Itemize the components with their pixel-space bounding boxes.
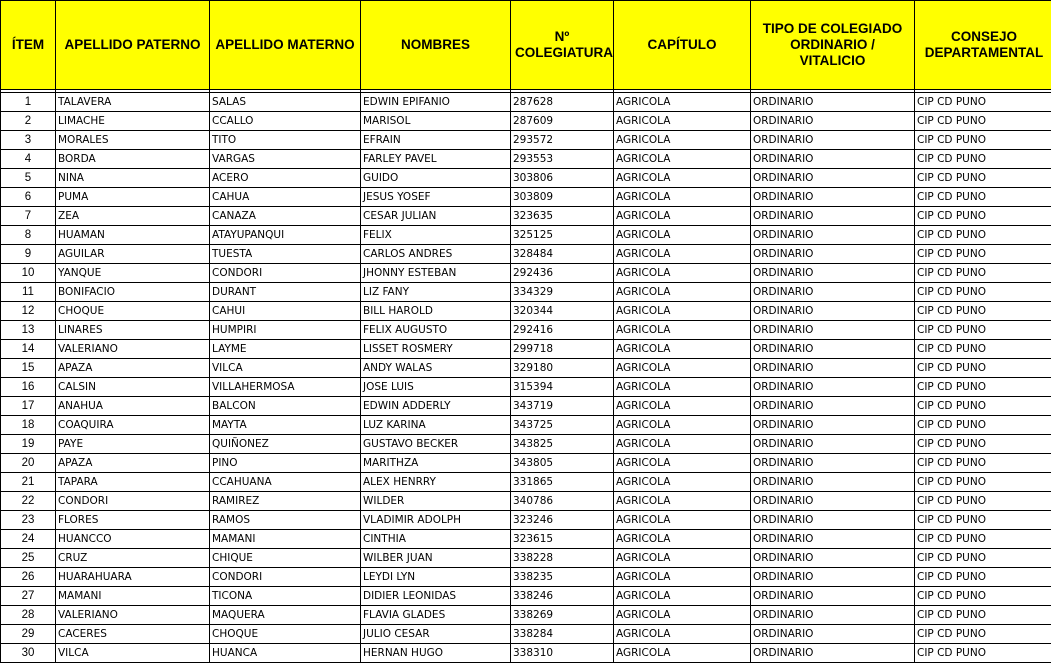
cell-apellido-paterno[interactable]: CHOQUE xyxy=(56,302,210,321)
cell-tipo-colegiado[interactable]: ORDINARIO xyxy=(751,435,915,454)
cell-capitulo[interactable]: AGRICOLA xyxy=(614,169,751,188)
header-apellido-materno[interactable]: APELLIDO MATERNO xyxy=(210,1,361,90)
cell-tipo-colegiado[interactable]: ORDINARIO xyxy=(751,378,915,397)
cell-capitulo[interactable]: AGRICOLA xyxy=(614,302,751,321)
cell-apellido-materno[interactable]: CCAHUANA xyxy=(210,473,361,492)
cell-tipo-colegiado[interactable]: ORDINARIO xyxy=(751,112,915,131)
cell-consejo-departamental[interactable]: CIP CD PUNO xyxy=(915,93,1051,112)
cell-colegiatura[interactable]: 338284 xyxy=(511,625,614,644)
cell-apellido-paterno[interactable]: ANAHUA xyxy=(56,397,210,416)
cell-apellido-paterno[interactable]: VILCA xyxy=(56,644,210,663)
cell-apellido-materno[interactable]: RAMOS xyxy=(210,511,361,530)
cell-tipo-colegiado[interactable]: ORDINARIO xyxy=(751,416,915,435)
cell-nombres[interactable]: DIDIER LEONIDAS xyxy=(361,587,511,606)
cell-nombres[interactable]: CINTHIA xyxy=(361,530,511,549)
cell-capitulo[interactable]: AGRICOLA xyxy=(614,93,751,112)
cell-tipo-colegiado[interactable]: ORDINARIO xyxy=(751,245,915,264)
cell-nombres[interactable]: JESUS YOSEF xyxy=(361,188,511,207)
cell-item[interactable]: 24 xyxy=(1,530,56,549)
cell-consejo-departamental[interactable]: CIP CD PUNO xyxy=(915,397,1051,416)
cell-apellido-materno[interactable]: ACERO xyxy=(210,169,361,188)
cell-colegiatura[interactable]: 343725 xyxy=(511,416,614,435)
cell-apellido-paterno[interactable]: CRUZ xyxy=(56,549,210,568)
cell-colegiatura[interactable]: 292416 xyxy=(511,321,614,340)
cell-apellido-paterno[interactable]: LIMACHE xyxy=(56,112,210,131)
table-row xyxy=(1,454,1051,473)
cell-capitulo[interactable]: AGRICOLA xyxy=(614,625,751,644)
cell-colegiatura[interactable]: 323635 xyxy=(511,207,614,226)
cell-nombres[interactable]: JULIO CESAR xyxy=(361,625,511,644)
cell-consejo-departamental[interactable]: CIP CD PUNO xyxy=(915,207,1051,226)
cell-apellido-paterno[interactable]: YANQUE xyxy=(56,264,210,283)
cell-item[interactable]: 10 xyxy=(1,264,56,283)
cell-nombres[interactable]: FARLEY PAVEL xyxy=(361,150,511,169)
cell-nombres[interactable]: LEYDI LYN xyxy=(361,568,511,587)
cell-consejo-departamental[interactable]: CIP CD PUNO xyxy=(915,264,1051,283)
cell-nombres[interactable]: ALEX HENRRY xyxy=(361,473,511,492)
cell-apellido-paterno[interactable]: NINA xyxy=(56,169,210,188)
cell-apellido-materno[interactable]: SALAS xyxy=(210,93,361,112)
cell-apellido-paterno[interactable]: FLORES xyxy=(56,511,210,530)
cell-item[interactable]: 23 xyxy=(1,511,56,530)
table-row xyxy=(1,226,1051,245)
cell-colegiatura[interactable]: 329180 xyxy=(511,359,614,378)
cell-tipo-colegiado[interactable]: ORDINARIO xyxy=(751,131,915,150)
cell-tipo-colegiado[interactable]: ORDINARIO xyxy=(751,226,915,245)
cell-consejo-departamental[interactable]: CIP CD PUNO xyxy=(915,435,1051,454)
cell-capitulo[interactable]: AGRICOLA xyxy=(614,397,751,416)
cell-consejo-departamental[interactable]: CIP CD PUNO xyxy=(915,150,1051,169)
cell-nombres[interactable]: HERNAN HUGO xyxy=(361,644,511,663)
cell-capitulo[interactable]: AGRICOLA xyxy=(614,131,751,150)
cell-apellido-materno[interactable]: LAYME xyxy=(210,340,361,359)
cell-capitulo[interactable]: AGRICOLA xyxy=(614,359,751,378)
cell-item[interactable]: 26 xyxy=(1,568,56,587)
cell-apellido-materno[interactable]: VARGAS xyxy=(210,150,361,169)
cell-apellido-paterno[interactable]: TALAVERA xyxy=(56,93,210,112)
cell-nombres[interactable]: BILL HAROLD xyxy=(361,302,511,321)
cell-consejo-departamental[interactable]: CIP CD PUNO xyxy=(915,644,1051,663)
cell-nombres[interactable]: VLADIMIR ADOLPH xyxy=(361,511,511,530)
cell-item[interactable]: 1 xyxy=(1,93,56,112)
cell-tipo-colegiado[interactable]: ORDINARIO xyxy=(751,283,915,302)
cell-colegiatura[interactable]: 334329 xyxy=(511,283,614,302)
cell-colegiatura[interactable]: 338269 xyxy=(511,606,614,625)
cell-colegiatura[interactable]: 343825 xyxy=(511,435,614,454)
cell-apellido-paterno[interactable]: MAMANI xyxy=(56,587,210,606)
cell-nombres[interactable]: EDWIN ADDERLY xyxy=(361,397,511,416)
cell-colegiatura[interactable]: 293572 xyxy=(511,131,614,150)
cell-colegiatura[interactable]: 323615 xyxy=(511,530,614,549)
cell-capitulo[interactable]: AGRICOLA xyxy=(614,492,751,511)
table-row xyxy=(1,378,1051,397)
cell-capitulo[interactable]: AGRICOLA xyxy=(614,378,751,397)
cell-nombres[interactable]: FELIX AUGUSTO xyxy=(361,321,511,340)
cell-apellido-materno[interactable]: QUIÑONEZ xyxy=(210,435,361,454)
header-consejo-departamental[interactable]: CONSEJO DEPARTAMENTAL xyxy=(915,1,1051,90)
header-capitulo[interactable]: CAPÍTULO xyxy=(614,1,751,90)
cell-capitulo[interactable]: AGRICOLA xyxy=(614,226,751,245)
cell-item[interactable]: 25 xyxy=(1,549,56,568)
cell-consejo-departamental[interactable]: CIP CD PUNO xyxy=(915,226,1051,245)
table-row xyxy=(1,568,1051,587)
cell-tipo-colegiado[interactable]: ORDINARIO xyxy=(751,302,915,321)
cell-capitulo[interactable]: AGRICOLA xyxy=(614,207,751,226)
cell-capitulo[interactable]: AGRICOLA xyxy=(614,112,751,131)
cell-nombres[interactable]: CARLOS ANDRES xyxy=(361,245,511,264)
cell-nombres[interactable]: LIZ FANY xyxy=(361,283,511,302)
cell-colegiatura[interactable]: 303806 xyxy=(511,169,614,188)
table-row xyxy=(1,207,1051,226)
cell-tipo-colegiado[interactable]: ORDINARIO xyxy=(751,397,915,416)
cell-consejo-departamental[interactable]: CIP CD PUNO xyxy=(915,492,1051,511)
cell-colegiatura[interactable]: 343805 xyxy=(511,454,614,473)
cell-apellido-paterno[interactable]: HUARAHUARA xyxy=(56,568,210,587)
table-row xyxy=(1,397,1051,416)
table-row xyxy=(1,644,1051,663)
table-row xyxy=(1,473,1051,492)
cell-colegiatura[interactable]: 287609 xyxy=(511,112,614,131)
cell-item[interactable]: 6 xyxy=(1,188,56,207)
cell-colegiatura[interactable]: 287628 xyxy=(511,93,614,112)
cell-apellido-paterno[interactable]: PUMA xyxy=(56,188,210,207)
cell-apellido-paterno[interactable]: BORDA xyxy=(56,150,210,169)
cell-item[interactable]: 28 xyxy=(1,606,56,625)
header-apellido-paterno[interactable]: APELLIDO PATERNO xyxy=(56,1,210,90)
table-row xyxy=(1,283,1051,302)
table-row xyxy=(1,131,1051,150)
cell-consejo-departamental[interactable]: CIP CD PUNO xyxy=(915,131,1051,150)
cell-apellido-materno[interactable]: TITO xyxy=(210,131,361,150)
cell-consejo-departamental[interactable]: CIP CD PUNO xyxy=(915,606,1051,625)
cell-tipo-colegiado[interactable]: ORDINARIO xyxy=(751,549,915,568)
cell-item[interactable]: 5 xyxy=(1,169,56,188)
cell-nombres[interactable]: LISSET ROSMERY xyxy=(361,340,511,359)
cell-apellido-materno[interactable]: VILLAHERMOSA xyxy=(210,378,361,397)
cell-capitulo[interactable]: AGRICOLA xyxy=(614,549,751,568)
cell-tipo-colegiado[interactable]: ORDINARIO xyxy=(751,188,915,207)
cell-item[interactable]: 30 xyxy=(1,644,56,663)
cell-tipo-colegiado[interactable]: ORDINARIO xyxy=(751,644,915,663)
cell-apellido-materno[interactable]: DURANT xyxy=(210,283,361,302)
cell-consejo-departamental[interactable]: CIP CD PUNO xyxy=(915,112,1051,131)
cell-apellido-materno[interactable]: CONDORI xyxy=(210,264,361,283)
cell-consejo-departamental[interactable]: CIP CD PUNO xyxy=(915,283,1051,302)
cell-consejo-departamental[interactable]: CIP CD PUNO xyxy=(915,454,1051,473)
cell-item[interactable]: 13 xyxy=(1,321,56,340)
cell-tipo-colegiado[interactable]: ORDINARIO xyxy=(751,530,915,549)
table-row xyxy=(1,321,1051,340)
cell-capitulo[interactable]: AGRICOLA xyxy=(614,454,751,473)
cell-item[interactable]: 18 xyxy=(1,416,56,435)
cell-tipo-colegiado[interactable]: ORDINARIO xyxy=(751,511,915,530)
cell-item[interactable]: 15 xyxy=(1,359,56,378)
header-tipo-colegiado[interactable]: TIPO DE COLEGIADO ORDINARIO / VITALICIO xyxy=(751,1,915,90)
table-row xyxy=(1,169,1051,188)
cell-colegiatura[interactable]: 303809 xyxy=(511,188,614,207)
cell-tipo-colegiado[interactable]: ORDINARIO xyxy=(751,340,915,359)
cell-colegiatura[interactable]: 331865 xyxy=(511,473,614,492)
cell-apellido-materno[interactable]: RAMIREZ xyxy=(210,492,361,511)
cell-tipo-colegiado[interactable]: ORDINARIO xyxy=(751,454,915,473)
cell-apellido-paterno[interactable]: CONDORI xyxy=(56,492,210,511)
cell-capitulo[interactable]: AGRICOLA xyxy=(614,568,751,587)
table-row xyxy=(1,302,1051,321)
cell-consejo-departamental[interactable]: CIP CD PUNO xyxy=(915,302,1051,321)
cell-apellido-materno[interactable]: CCALLO xyxy=(210,112,361,131)
cell-nombres[interactable]: MARITHZA xyxy=(361,454,511,473)
table-row xyxy=(1,625,1051,644)
cell-apellido-materno[interactable]: MAQUERA xyxy=(210,606,361,625)
cell-tipo-colegiado[interactable]: ORDINARIO xyxy=(751,359,915,378)
cell-consejo-departamental[interactable]: CIP CD PUNO xyxy=(915,378,1051,397)
cell-colegiatura[interactable]: 292436 xyxy=(511,264,614,283)
cell-apellido-materno[interactable]: ATAYUPANQUI xyxy=(210,226,361,245)
cell-colegiatura[interactable]: 338235 xyxy=(511,568,614,587)
cell-item[interactable]: 20 xyxy=(1,454,56,473)
table-row xyxy=(1,359,1051,378)
table-row xyxy=(1,416,1051,435)
header-item[interactable]: ÍTEM xyxy=(1,1,56,90)
cell-item[interactable]: 14 xyxy=(1,340,56,359)
cell-nombres[interactable]: WILBER JUAN xyxy=(361,549,511,568)
cell-colegiatura[interactable]: 340786 xyxy=(511,492,614,511)
table-row xyxy=(1,93,1051,112)
cell-apellido-materno[interactable]: VILCA xyxy=(210,359,361,378)
cell-consejo-departamental[interactable]: CIP CD PUNO xyxy=(915,359,1051,378)
cell-apellido-paterno[interactable]: LINARES xyxy=(56,321,210,340)
cell-consejo-departamental[interactable]: CIP CD PUNO xyxy=(915,587,1051,606)
cell-apellido-materno[interactable]: MAMANI xyxy=(210,530,361,549)
cell-capitulo[interactable]: AGRICOLA xyxy=(614,245,751,264)
cell-apellido-materno[interactable]: CAHUA xyxy=(210,188,361,207)
cell-nombres[interactable]: WILDER xyxy=(361,492,511,511)
cell-apellido-materno[interactable]: TICONA xyxy=(210,587,361,606)
cell-nombres[interactable]: FLAVIA GLADES xyxy=(361,606,511,625)
cell-nombres[interactable]: FELIX xyxy=(361,226,511,245)
cell-apellido-paterno[interactable]: CALSIN xyxy=(56,378,210,397)
table-row xyxy=(1,112,1051,131)
cell-capitulo[interactable]: AGRICOLA xyxy=(614,511,751,530)
cell-apellido-paterno[interactable]: HUAMAN xyxy=(56,226,210,245)
cell-apellido-paterno[interactable]: AGUILAR xyxy=(56,245,210,264)
cell-apellido-paterno[interactable]: BONIFACIO xyxy=(56,283,210,302)
cell-tipo-colegiado[interactable]: ORDINARIO xyxy=(751,625,915,644)
cell-nombres[interactable]: JHONNY ESTEBAN xyxy=(361,264,511,283)
cell-item[interactable]: 8 xyxy=(1,226,56,245)
cell-tipo-colegiado[interactable]: ORDINARIO xyxy=(751,207,915,226)
cell-consejo-departamental[interactable]: CIP CD PUNO xyxy=(915,188,1051,207)
cell-consejo-departamental[interactable]: CIP CD PUNO xyxy=(915,473,1051,492)
cell-apellido-materno[interactable]: CHOQUE xyxy=(210,625,361,644)
cell-nombres[interactable]: EFRAIN xyxy=(361,131,511,150)
cell-capitulo[interactable]: AGRICOLA xyxy=(614,473,751,492)
cell-apellido-paterno[interactable]: APAZA xyxy=(56,454,210,473)
cell-capitulo[interactable]: AGRICOLA xyxy=(614,321,751,340)
cell-tipo-colegiado[interactable]: ORDINARIO xyxy=(751,150,915,169)
cell-consejo-departamental[interactable]: CIP CD PUNO xyxy=(915,321,1051,340)
cell-colegiatura[interactable]: 315394 xyxy=(511,378,614,397)
cell-capitulo[interactable]: AGRICOLA xyxy=(614,150,751,169)
table-row xyxy=(1,511,1051,530)
cell-capitulo[interactable]: AGRICOLA xyxy=(614,606,751,625)
cell-tipo-colegiado[interactable]: ORDINARIO xyxy=(751,169,915,188)
cell-nombres[interactable]: GUIDO xyxy=(361,169,511,188)
cell-nombres[interactable]: CESAR JULIAN xyxy=(361,207,511,226)
cell-apellido-paterno[interactable]: HUANCCO xyxy=(56,530,210,549)
cell-nombres[interactable]: GUSTAVO BECKER xyxy=(361,435,511,454)
table-row xyxy=(1,188,1051,207)
cell-colegiatura[interactable]: 338246 xyxy=(511,587,614,606)
cell-colegiatura[interactable]: 328484 xyxy=(511,245,614,264)
cell-apellido-materno[interactable]: HUANCA xyxy=(210,644,361,663)
cell-capitulo[interactable]: AGRICOLA xyxy=(614,644,751,663)
cell-consejo-departamental[interactable]: CIP CD PUNO xyxy=(915,549,1051,568)
cell-tipo-colegiado[interactable]: ORDINARIO xyxy=(751,321,915,340)
cell-apellido-materno[interactable]: TUESTA xyxy=(210,245,361,264)
cell-item[interactable]: 9 xyxy=(1,245,56,264)
cell-capitulo[interactable]: AGRICOLA xyxy=(614,188,751,207)
header-nombres[interactable]: NOMBRES xyxy=(361,1,511,90)
cell-consejo-departamental[interactable]: CIP CD PUNO xyxy=(915,245,1051,264)
cell-item[interactable]: 2 xyxy=(1,112,56,131)
cell-colegiatura[interactable]: 323246 xyxy=(511,511,614,530)
cell-apellido-paterno[interactable]: MORALES xyxy=(56,131,210,150)
table-header xyxy=(1,1,1051,90)
cell-tipo-colegiado[interactable]: ORDINARIO xyxy=(751,587,915,606)
cell-nombres[interactable]: MARISOL xyxy=(361,112,511,131)
cell-tipo-colegiado[interactable]: ORDINARIO xyxy=(751,606,915,625)
cell-apellido-materno[interactable]: CHIQUE xyxy=(210,549,361,568)
table-row xyxy=(1,340,1051,359)
table-row xyxy=(1,530,1051,549)
cell-capitulo[interactable]: AGRICOLA xyxy=(614,587,751,606)
cell-apellido-materno[interactable]: CAHUI xyxy=(210,302,361,321)
cell-consejo-departamental[interactable]: CIP CD PUNO xyxy=(915,568,1051,587)
cell-item[interactable]: 4 xyxy=(1,150,56,169)
cell-nombres[interactable]: ANDY WALAS xyxy=(361,359,511,378)
cell-colegiatura[interactable]: 325125 xyxy=(511,226,614,245)
cell-consejo-departamental[interactable]: CIP CD PUNO xyxy=(915,169,1051,188)
cell-tipo-colegiado[interactable]: ORDINARIO xyxy=(751,568,915,587)
cell-colegiatura[interactable]: 320344 xyxy=(511,302,614,321)
table-row xyxy=(1,492,1051,511)
table-row xyxy=(1,150,1051,169)
cell-nombres[interactable]: LUZ KARINA xyxy=(361,416,511,435)
cell-tipo-colegiado[interactable]: ORDINARIO xyxy=(751,93,915,112)
cell-apellido-paterno[interactable]: ZEA xyxy=(56,207,210,226)
cell-capitulo[interactable]: AGRICOLA xyxy=(614,435,751,454)
cell-apellido-materno[interactable]: CONDORI xyxy=(210,568,361,587)
cell-colegiatura[interactable]: 343719 xyxy=(511,397,614,416)
cell-item[interactable]: 29 xyxy=(1,625,56,644)
table-row xyxy=(1,264,1051,283)
cell-item[interactable]: 17 xyxy=(1,397,56,416)
cell-tipo-colegiado[interactable]: ORDINARIO xyxy=(751,264,915,283)
cell-apellido-materno[interactable]: BALCON xyxy=(210,397,361,416)
cell-colegiatura[interactable]: 338310 xyxy=(511,644,614,663)
cell-consejo-departamental[interactable]: CIP CD PUNO xyxy=(915,625,1051,644)
cell-nombres[interactable]: EDWIN EPIFANIO xyxy=(361,93,511,112)
table-row xyxy=(1,606,1051,625)
cell-apellido-paterno[interactable]: VALERIANO xyxy=(56,340,210,359)
cell-capitulo[interactable]: AGRICOLA xyxy=(614,283,751,302)
cell-item[interactable]: 21 xyxy=(1,473,56,492)
cell-capitulo[interactable]: AGRICOLA xyxy=(614,530,751,549)
cell-consejo-departamental[interactable]: CIP CD PUNO xyxy=(915,416,1051,435)
cell-colegiatura[interactable]: 338228 xyxy=(511,549,614,568)
cell-apellido-paterno[interactable]: VALERIANO xyxy=(56,606,210,625)
cell-colegiatura[interactable]: 299718 xyxy=(511,340,614,359)
cell-consejo-departamental[interactable]: CIP CD PUNO xyxy=(915,530,1051,549)
cell-capitulo[interactable]: AGRICOLA xyxy=(614,340,751,359)
table-body xyxy=(1,90,1051,663)
cell-item[interactable]: 19 xyxy=(1,435,56,454)
cell-apellido-paterno[interactable]: CACERES xyxy=(56,625,210,644)
cell-tipo-colegiado[interactable]: ORDINARIO xyxy=(751,473,915,492)
cell-apellido-paterno[interactable]: TAPARA xyxy=(56,473,210,492)
cell-item[interactable]: 7 xyxy=(1,207,56,226)
table-row xyxy=(1,435,1051,454)
cell-consejo-departamental[interactable]: CIP CD PUNO xyxy=(915,511,1051,530)
table-row xyxy=(1,549,1051,568)
cell-tipo-colegiado[interactable]: ORDINARIO xyxy=(751,492,915,511)
cell-apellido-materno[interactable]: HUMPIRI xyxy=(210,321,361,340)
cell-apellido-paterno[interactable]: APAZA xyxy=(56,359,210,378)
cell-apellido-materno[interactable]: PINO xyxy=(210,454,361,473)
cell-item[interactable]: 22 xyxy=(1,492,56,511)
table-row xyxy=(1,245,1051,264)
cell-colegiatura[interactable]: 293553 xyxy=(511,150,614,169)
cell-apellido-materno[interactable]: MAYTA xyxy=(210,416,361,435)
header-colegiatura[interactable]: Nº COLEGIATURA xyxy=(511,1,614,90)
table-row xyxy=(1,587,1051,606)
cell-item[interactable]: 12 xyxy=(1,302,56,321)
cell-capitulo[interactable]: AGRICOLA xyxy=(614,416,751,435)
cell-capitulo[interactable]: AGRICOLA xyxy=(614,264,751,283)
cell-apellido-paterno[interactable]: PAYE xyxy=(56,435,210,454)
cell-item[interactable]: 27 xyxy=(1,587,56,606)
cell-item[interactable]: 16 xyxy=(1,378,56,397)
cell-consejo-departamental[interactable]: CIP CD PUNO xyxy=(915,340,1051,359)
cell-item[interactable]: 3 xyxy=(1,131,56,150)
cell-nombres[interactable]: JOSE LUIS xyxy=(361,378,511,397)
cell-item[interactable]: 11 xyxy=(1,283,56,302)
cell-apellido-paterno[interactable]: COAQUIRA xyxy=(56,416,210,435)
cell-apellido-materno[interactable]: CANAZA xyxy=(210,207,361,226)
